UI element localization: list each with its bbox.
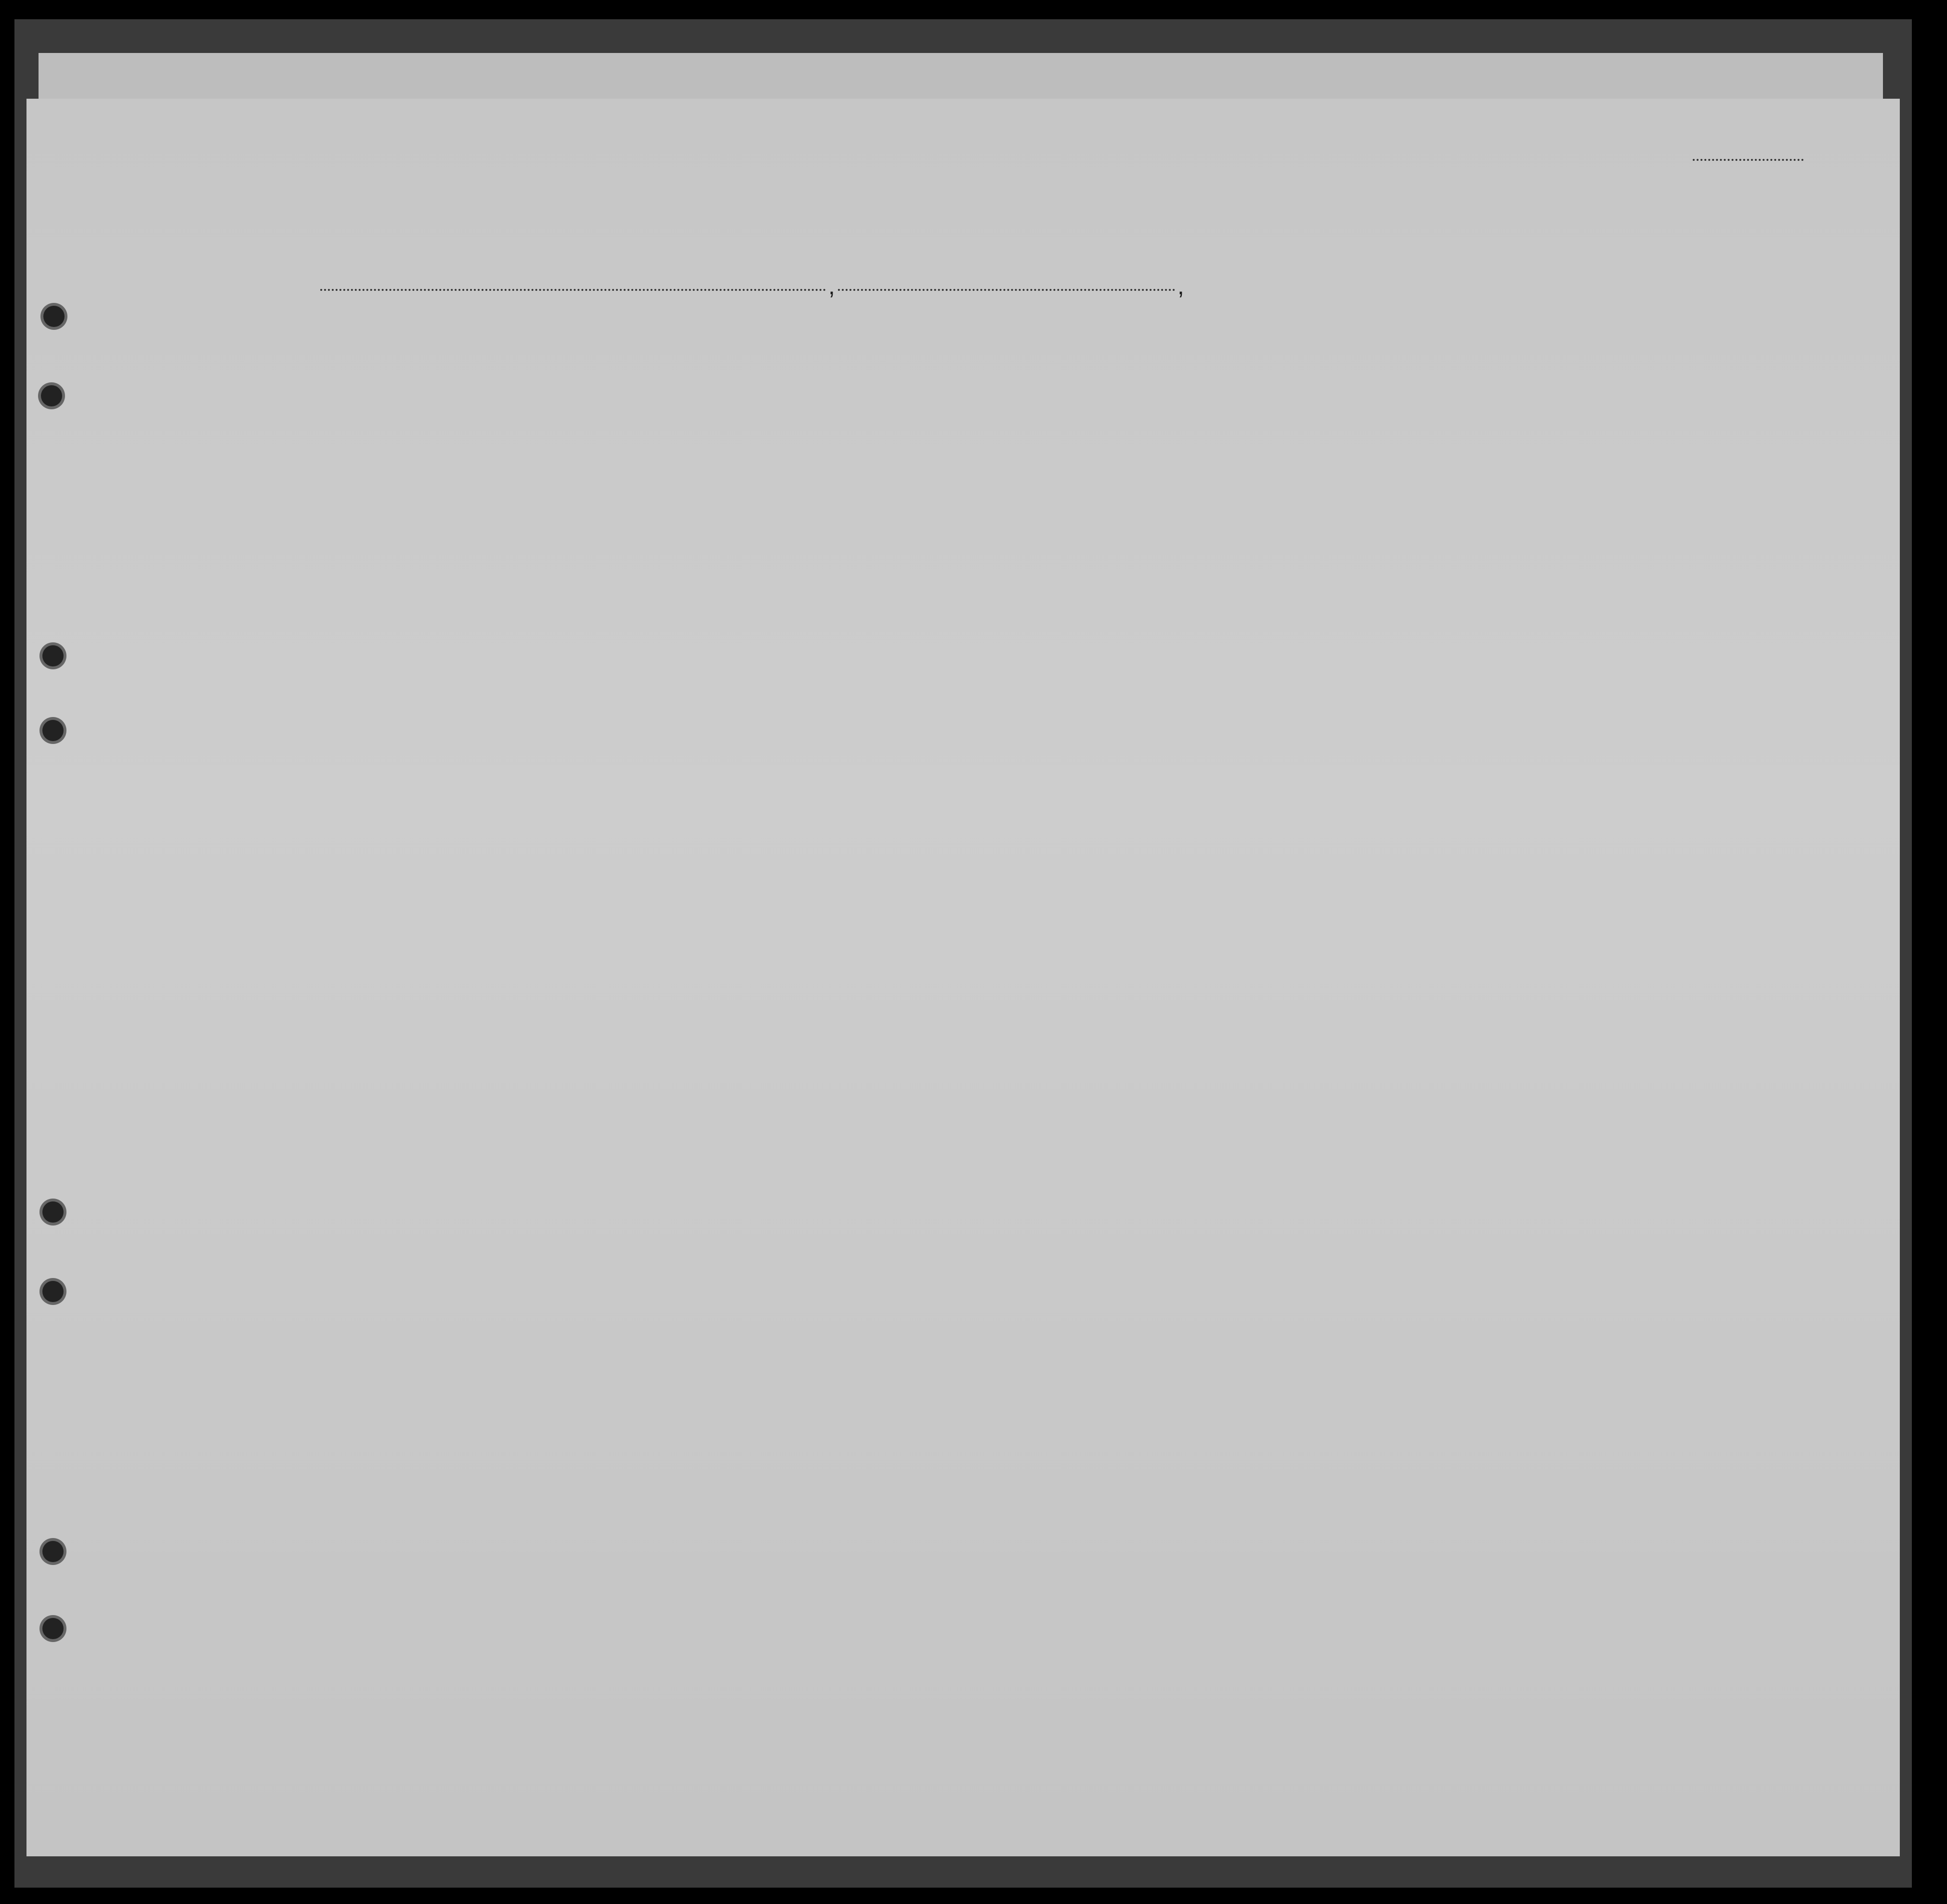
header-money: [699, 359, 723, 484]
binder-hole: [42, 1541, 64, 1562]
header-purpose-citizen: [1232, 371, 1261, 486]
comma-1: ,: [828, 273, 835, 300]
binder-hole: [42, 1201, 64, 1223]
header-prison: [1263, 361, 1304, 486]
manifest-page: [26, 99, 1900, 1856]
binder-hole: [42, 1281, 64, 1302]
comma-2: ,: [1177, 273, 1184, 300]
binder-hole: [42, 720, 64, 741]
header-question-29: [1403, 361, 1437, 486]
header-question-30: [1440, 361, 1486, 486]
binder-hole: [42, 1618, 64, 1639]
header-anarchist: [1329, 361, 1348, 486]
header-question-28: [1351, 361, 1401, 486]
header-ticket: [556, 359, 595, 484]
header-purpose-return: [1119, 371, 1157, 486]
binder-hole: [43, 306, 65, 327]
binder-hole: [42, 645, 64, 666]
header-inches: [1636, 436, 1654, 479]
header-polygamist: [1307, 361, 1327, 486]
manifest-grid: [26, 99, 1900, 1856]
binder-hole: [41, 385, 62, 406]
header-purpose-length: [1161, 371, 1228, 486]
